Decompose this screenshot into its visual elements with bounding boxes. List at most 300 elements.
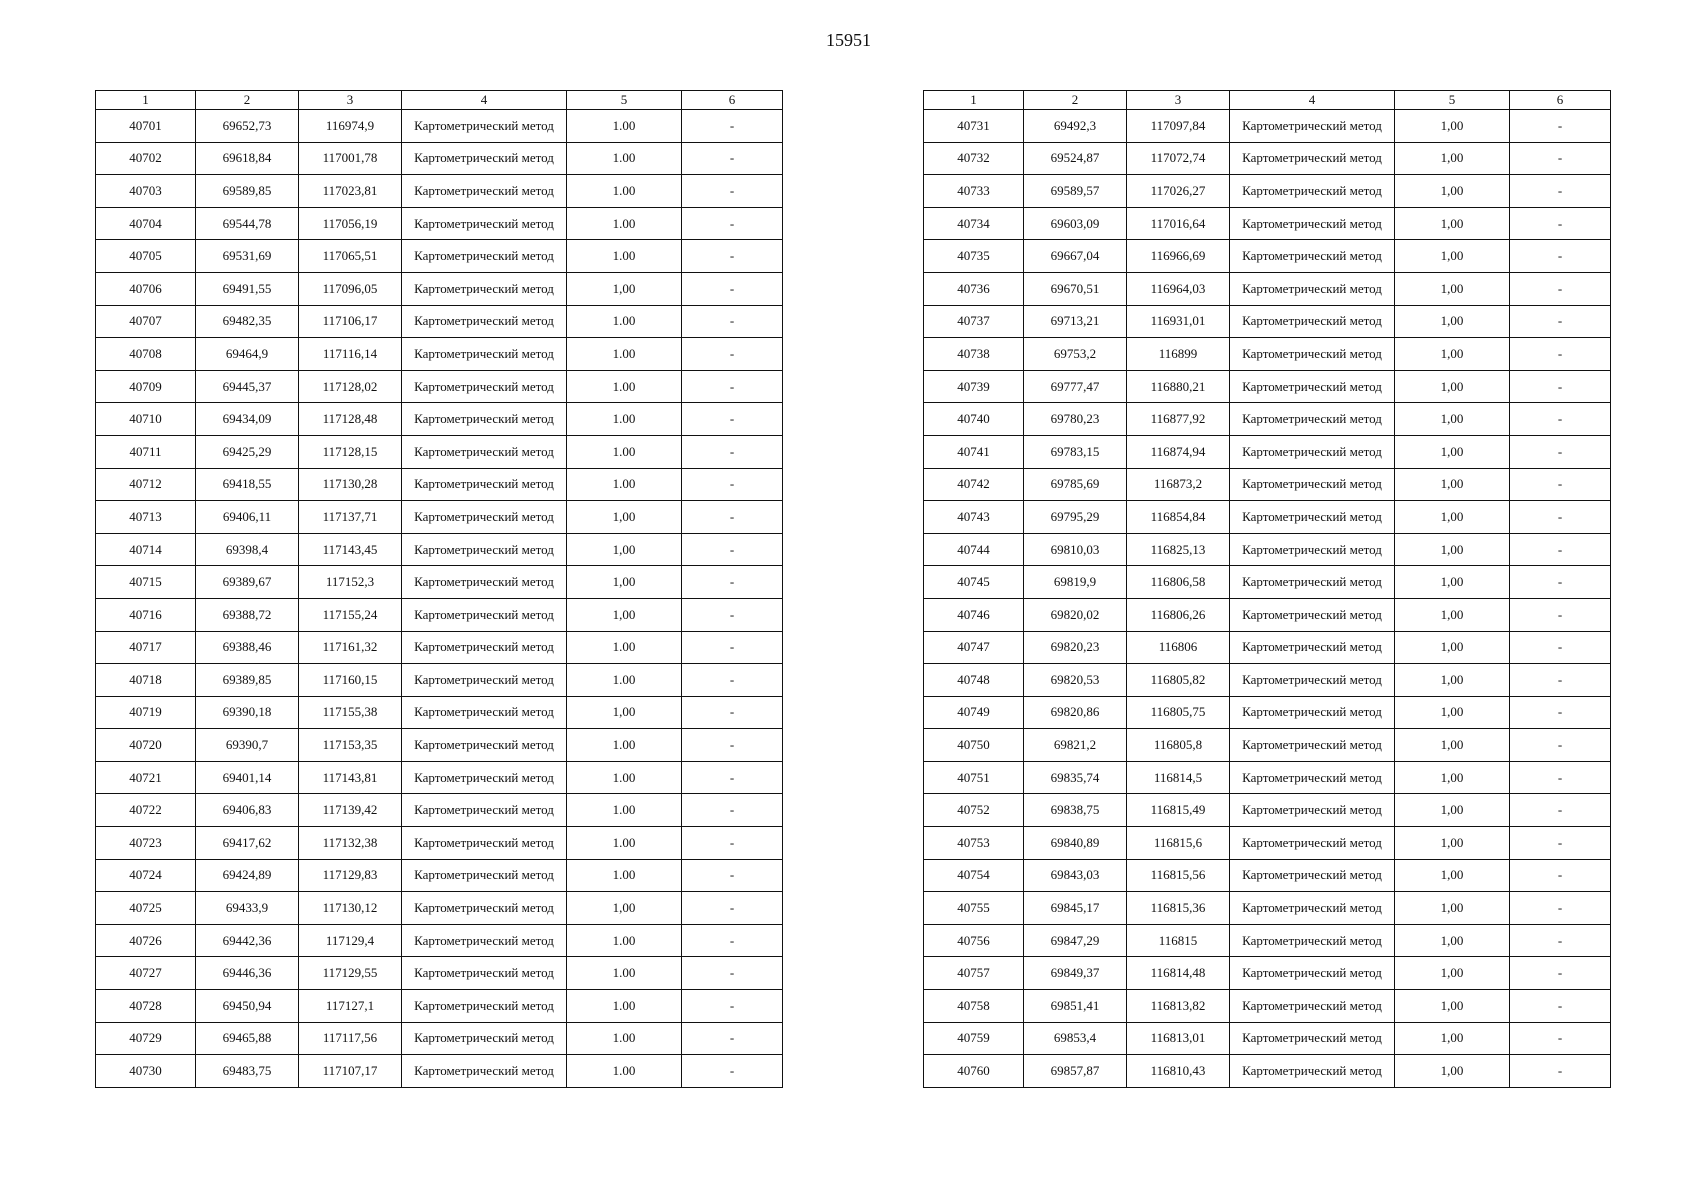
y-coordinate-cell: 117129,4 (299, 924, 402, 957)
accuracy-cell: 1,00 (1395, 370, 1510, 403)
y-coordinate-cell: 116854,84 (1127, 501, 1230, 534)
point-number-cell: 40743 (924, 501, 1024, 534)
table-row (924, 110, 1611, 143)
method-cell: Картометрический метод (1230, 207, 1395, 240)
accuracy-cell: 1,00 (567, 533, 682, 566)
accuracy-cell: 1.00 (567, 110, 682, 143)
description-cell: - (1510, 892, 1611, 925)
method-cell: Картометрический метод (402, 631, 567, 664)
x-coordinate-cell: 69589,85 (196, 175, 299, 208)
accuracy-cell: 1.00 (567, 370, 682, 403)
column-header: 2 (1024, 91, 1127, 110)
accuracy-cell: 1,00 (1395, 957, 1510, 990)
table-row (96, 859, 783, 892)
description-cell: - (682, 468, 783, 501)
method-cell: Картометрический метод (402, 533, 567, 566)
description-cell: - (1510, 664, 1611, 697)
accuracy-cell: 1.00 (567, 761, 682, 794)
point-number-cell: 40755 (924, 892, 1024, 925)
table-row (924, 533, 1611, 566)
accuracy-cell: 1.00 (567, 827, 682, 860)
point-number-cell: 40735 (924, 240, 1024, 273)
accuracy-cell: 1.00 (567, 990, 682, 1023)
method-cell: Картометрический метод (1230, 142, 1395, 175)
accuracy-cell: 1,00 (1395, 305, 1510, 338)
accuracy-cell: 1,00 (1395, 338, 1510, 371)
description-cell: - (682, 403, 783, 436)
method-cell: Картометрический метод (402, 110, 567, 143)
y-coordinate-cell: 116813,01 (1127, 1022, 1230, 1055)
y-coordinate-cell: 116805,75 (1127, 696, 1230, 729)
y-coordinate-cell: 116964,03 (1127, 272, 1230, 305)
point-number-cell: 40713 (96, 501, 196, 534)
y-coordinate-cell: 117129,55 (299, 957, 402, 990)
x-coordinate-cell: 69524,87 (1024, 142, 1127, 175)
x-coordinate-cell: 69492,3 (1024, 110, 1127, 143)
y-coordinate-cell: 117026,27 (1127, 175, 1230, 208)
accuracy-cell: 1,00 (567, 892, 682, 925)
y-coordinate-cell: 116813,82 (1127, 990, 1230, 1023)
table-row (924, 305, 1611, 338)
y-coordinate-cell: 117116,14 (299, 338, 402, 371)
x-coordinate-cell: 69713,21 (1024, 305, 1127, 338)
table-row (924, 1022, 1611, 1055)
description-cell: - (682, 957, 783, 990)
accuracy-cell: 1,00 (1395, 175, 1510, 208)
x-coordinate-cell: 69589,57 (1024, 175, 1127, 208)
description-cell: - (1510, 338, 1611, 371)
method-cell: Картометрический метод (402, 990, 567, 1023)
table-row (96, 142, 783, 175)
x-coordinate-cell: 69838,75 (1024, 794, 1127, 827)
accuracy-cell: 1,00 (567, 598, 682, 631)
method-cell: Картометрический метод (1230, 272, 1395, 305)
y-coordinate-cell: 116805,8 (1127, 729, 1230, 762)
method-cell: Картометрический метод (402, 696, 567, 729)
method-cell: Картометрический метод (402, 664, 567, 697)
table-row (96, 240, 783, 273)
point-number-cell: 40754 (924, 859, 1024, 892)
y-coordinate-cell: 117096,05 (299, 272, 402, 305)
method-cell: Картометрический метод (1230, 924, 1395, 957)
x-coordinate-cell: 69652,73 (196, 110, 299, 143)
column-header: 5 (1395, 91, 1510, 110)
description-cell: - (1510, 827, 1611, 860)
description-cell: - (682, 501, 783, 534)
y-coordinate-cell: 117072,74 (1127, 142, 1230, 175)
y-coordinate-cell: 117128,15 (299, 435, 402, 468)
y-coordinate-cell: 116814,48 (1127, 957, 1230, 990)
point-number-cell: 40758 (924, 990, 1024, 1023)
table-row (96, 794, 783, 827)
description-cell: - (1510, 990, 1611, 1023)
y-coordinate-cell: 117065,51 (299, 240, 402, 273)
y-coordinate-cell: 117160,15 (299, 664, 402, 697)
table-row (96, 533, 783, 566)
method-cell: Картометрический метод (402, 598, 567, 631)
coordinates-table-right (923, 90, 1611, 1088)
x-coordinate-cell: 69780,23 (1024, 403, 1127, 436)
column-header: 6 (1510, 91, 1611, 110)
description-cell: - (682, 272, 783, 305)
point-number-cell: 40727 (96, 957, 196, 990)
table-header-row (924, 91, 1611, 110)
accuracy-cell: 1,00 (1395, 696, 1510, 729)
x-coordinate-cell: 69821,2 (1024, 729, 1127, 762)
point-number-cell: 40703 (96, 175, 196, 208)
description-cell: - (682, 142, 783, 175)
point-number-cell: 40731 (924, 110, 1024, 143)
method-cell: Картометрический метод (402, 207, 567, 240)
y-coordinate-cell: 116815,56 (1127, 859, 1230, 892)
y-coordinate-cell: 116825,13 (1127, 533, 1230, 566)
x-coordinate-cell: 69820,86 (1024, 696, 1127, 729)
table-row (924, 403, 1611, 436)
description-cell: - (682, 110, 783, 143)
description-cell: - (682, 435, 783, 468)
point-number-cell: 40716 (96, 598, 196, 631)
table-row (924, 240, 1611, 273)
table-row (924, 729, 1611, 762)
x-coordinate-cell: 69450,94 (196, 990, 299, 1023)
method-cell: Картометрический метод (1230, 729, 1395, 762)
x-coordinate-cell: 69465,88 (196, 1022, 299, 1055)
accuracy-cell: 1.00 (567, 468, 682, 501)
accuracy-cell: 1,00 (567, 566, 682, 599)
description-cell: - (1510, 533, 1611, 566)
method-cell: Картометрический метод (402, 435, 567, 468)
table-row (96, 370, 783, 403)
x-coordinate-cell: 69820,02 (1024, 598, 1127, 631)
point-number-cell: 40719 (96, 696, 196, 729)
point-number-cell: 40711 (96, 435, 196, 468)
y-coordinate-cell: 116880,21 (1127, 370, 1230, 403)
y-coordinate-cell: 117106,17 (299, 305, 402, 338)
method-cell: Картометрический метод (402, 501, 567, 534)
y-coordinate-cell: 116877,92 (1127, 403, 1230, 436)
accuracy-cell: 1,00 (1395, 598, 1510, 631)
accuracy-cell: 1.00 (567, 794, 682, 827)
table-row (96, 338, 783, 371)
point-number-cell: 40730 (96, 1055, 196, 1088)
y-coordinate-cell: 116805,82 (1127, 664, 1230, 697)
page-number: 15951 (826, 30, 871, 50)
accuracy-cell: 1.00 (567, 305, 682, 338)
point-number-cell: 40742 (924, 468, 1024, 501)
point-number-cell: 40706 (96, 272, 196, 305)
description-cell: - (1510, 403, 1611, 436)
description-cell: - (1510, 631, 1611, 664)
accuracy-cell: 1,00 (567, 696, 682, 729)
point-number-cell: 40741 (924, 435, 1024, 468)
table-row (96, 729, 783, 762)
table-row (96, 110, 783, 143)
point-number-cell: 40750 (924, 729, 1024, 762)
x-coordinate-cell: 69406,83 (196, 794, 299, 827)
method-cell: Картометрический метод (402, 794, 567, 827)
table-row (924, 338, 1611, 371)
y-coordinate-cell: 117139,42 (299, 794, 402, 827)
y-coordinate-cell: 116966,69 (1127, 240, 1230, 273)
method-cell: Картометрический метод (402, 468, 567, 501)
x-coordinate-cell: 69753,2 (1024, 338, 1127, 371)
accuracy-cell: 1,00 (1395, 794, 1510, 827)
accuracy-cell: 1.00 (567, 664, 682, 697)
y-coordinate-cell: 117056,19 (299, 207, 402, 240)
accuracy-cell: 1,00 (1395, 761, 1510, 794)
point-number-cell: 40749 (924, 696, 1024, 729)
method-cell: Картометрический метод (1230, 1022, 1395, 1055)
table-row (924, 892, 1611, 925)
x-coordinate-cell: 69389,67 (196, 566, 299, 599)
accuracy-cell: 1.00 (567, 175, 682, 208)
point-number-cell: 40704 (96, 207, 196, 240)
y-coordinate-cell: 116974,9 (299, 110, 402, 143)
method-cell: Картометрический метод (1230, 598, 1395, 631)
y-coordinate-cell: 117137,71 (299, 501, 402, 534)
method-cell: Картометрический метод (1230, 533, 1395, 566)
y-coordinate-cell: 117128,48 (299, 403, 402, 436)
y-coordinate-cell: 117132,38 (299, 827, 402, 860)
method-cell: Картометрический метод (1230, 240, 1395, 273)
point-number-cell: 40702 (96, 142, 196, 175)
x-coordinate-cell: 69603,09 (1024, 207, 1127, 240)
x-coordinate-cell: 69446,36 (196, 957, 299, 990)
x-coordinate-cell: 69445,37 (196, 370, 299, 403)
accuracy-cell: 1,00 (1395, 631, 1510, 664)
accuracy-cell: 1,00 (1395, 272, 1510, 305)
y-coordinate-cell: 116931,01 (1127, 305, 1230, 338)
method-cell: Картометрический метод (1230, 957, 1395, 990)
table-row (96, 501, 783, 534)
point-number-cell: 40723 (96, 827, 196, 860)
description-cell: - (1510, 957, 1611, 990)
x-coordinate-cell: 69783,15 (1024, 435, 1127, 468)
point-number-cell: 40745 (924, 566, 1024, 599)
accuracy-cell: 1,00 (1395, 892, 1510, 925)
x-coordinate-cell: 69849,37 (1024, 957, 1127, 990)
method-cell: Картометрический метод (402, 827, 567, 860)
y-coordinate-cell: 117128,02 (299, 370, 402, 403)
point-number-cell: 40752 (924, 794, 1024, 827)
method-cell: Картометрический метод (402, 403, 567, 436)
accuracy-cell: 1.00 (567, 207, 682, 240)
x-coordinate-cell: 69835,74 (1024, 761, 1127, 794)
table-row (96, 631, 783, 664)
x-coordinate-cell: 69845,17 (1024, 892, 1127, 925)
y-coordinate-cell: 116806,26 (1127, 598, 1230, 631)
x-coordinate-cell: 69819,9 (1024, 566, 1127, 599)
column-header: 1 (924, 91, 1024, 110)
point-number-cell: 40701 (96, 110, 196, 143)
y-coordinate-cell: 117155,24 (299, 598, 402, 631)
method-cell: Картометрический метод (1230, 1055, 1395, 1088)
description-cell: - (682, 729, 783, 762)
table-row (96, 1055, 783, 1088)
accuracy-cell: 1,00 (1395, 207, 1510, 240)
description-cell: - (1510, 598, 1611, 631)
table-row (96, 305, 783, 338)
accuracy-cell: 1,00 (1395, 403, 1510, 436)
table-header-row (96, 91, 783, 110)
accuracy-cell: 1,00 (1395, 1022, 1510, 1055)
x-coordinate-cell: 69820,53 (1024, 664, 1127, 697)
table-row (924, 990, 1611, 1023)
method-cell: Картометрический метод (402, 305, 567, 338)
description-cell: - (682, 794, 783, 827)
description-cell: - (1510, 142, 1611, 175)
point-number-cell: 40712 (96, 468, 196, 501)
description-cell: - (1510, 1022, 1611, 1055)
table-row (924, 859, 1611, 892)
column-header: 4 (1230, 91, 1395, 110)
accuracy-cell: 1,00 (1395, 501, 1510, 534)
accuracy-cell: 1,00 (1395, 827, 1510, 860)
table-row (924, 272, 1611, 305)
accuracy-cell: 1,00 (1395, 468, 1510, 501)
accuracy-cell: 1,00 (1395, 240, 1510, 273)
description-cell: - (1510, 794, 1611, 827)
description-cell: - (1510, 501, 1611, 534)
table-row (96, 175, 783, 208)
x-coordinate-cell: 69857,87 (1024, 1055, 1127, 1088)
method-cell: Картометрический метод (1230, 794, 1395, 827)
x-coordinate-cell: 69442,36 (196, 924, 299, 957)
x-coordinate-cell: 69398,4 (196, 533, 299, 566)
method-cell: Картометрический метод (1230, 370, 1395, 403)
method-cell: Картометрический метод (1230, 403, 1395, 436)
method-cell: Картометрический метод (402, 175, 567, 208)
method-cell: Картометрический метод (402, 924, 567, 957)
table-row (924, 631, 1611, 664)
description-cell: - (1510, 207, 1611, 240)
point-number-cell: 40715 (96, 566, 196, 599)
method-cell: Картометрический метод (1230, 468, 1395, 501)
description-cell: - (1510, 761, 1611, 794)
accuracy-cell: 1,00 (567, 501, 682, 534)
accuracy-cell: 1.00 (567, 142, 682, 175)
description-cell: - (1510, 240, 1611, 273)
method-cell: Картометрический метод (1230, 175, 1395, 208)
table-row (96, 272, 783, 305)
x-coordinate-cell: 69667,04 (1024, 240, 1127, 273)
accuracy-cell: 1.00 (567, 240, 682, 273)
point-number-cell: 40748 (924, 664, 1024, 697)
x-coordinate-cell: 69425,29 (196, 435, 299, 468)
y-coordinate-cell: 117023,81 (299, 175, 402, 208)
point-number-cell: 40751 (924, 761, 1024, 794)
x-coordinate-cell: 69434,09 (196, 403, 299, 436)
point-number-cell: 40725 (96, 892, 196, 925)
x-coordinate-cell: 69777,47 (1024, 370, 1127, 403)
description-cell: - (682, 207, 783, 240)
method-cell: Картометрический метод (402, 370, 567, 403)
y-coordinate-cell: 117130,12 (299, 892, 402, 925)
x-coordinate-cell: 69670,51 (1024, 272, 1127, 305)
table-row (96, 761, 783, 794)
point-number-cell: 40753 (924, 827, 1024, 860)
y-coordinate-cell: 117107,17 (299, 1055, 402, 1088)
description-cell: - (1510, 468, 1611, 501)
table-row (924, 598, 1611, 631)
y-coordinate-cell: 117161,32 (299, 631, 402, 664)
accuracy-cell: 1.00 (567, 631, 682, 664)
table-row (96, 403, 783, 436)
table-row (924, 566, 1611, 599)
table-row (924, 435, 1611, 468)
accuracy-cell: 1,00 (1395, 729, 1510, 762)
table-row (924, 696, 1611, 729)
column-header: 6 (682, 91, 783, 110)
accuracy-cell: 1,00 (1395, 990, 1510, 1023)
method-cell: Картометрический метод (1230, 761, 1395, 794)
method-cell: Картометрический метод (1230, 859, 1395, 892)
description-cell: - (682, 827, 783, 860)
description-cell: - (682, 990, 783, 1023)
description-cell: - (1510, 110, 1611, 143)
method-cell: Картометрический метод (402, 892, 567, 925)
point-number-cell: 40744 (924, 533, 1024, 566)
method-cell: Картометрический метод (1230, 664, 1395, 697)
x-coordinate-cell: 69531,69 (196, 240, 299, 273)
x-coordinate-cell: 69389,85 (196, 664, 299, 697)
point-number-cell: 40739 (924, 370, 1024, 403)
accuracy-cell: 1.00 (567, 859, 682, 892)
description-cell: - (1510, 696, 1611, 729)
x-coordinate-cell: 69388,72 (196, 598, 299, 631)
table-row (96, 664, 783, 697)
method-cell: Картометрический метод (1230, 501, 1395, 534)
accuracy-cell: 1,00 (1395, 664, 1510, 697)
x-coordinate-cell: 69464,9 (196, 338, 299, 371)
method-cell: Картометрический метод (402, 957, 567, 990)
method-cell: Картометрический метод (1230, 110, 1395, 143)
y-coordinate-cell: 116815 (1127, 924, 1230, 957)
method-cell: Картометрический метод (1230, 827, 1395, 860)
table-row (96, 1022, 783, 1055)
method-cell: Картометрический метод (402, 142, 567, 175)
method-cell: Картометрический метод (402, 1055, 567, 1088)
y-coordinate-cell: 117153,35 (299, 729, 402, 762)
point-number-cell: 40705 (96, 240, 196, 273)
accuracy-cell: 1,00 (1395, 859, 1510, 892)
description-cell: - (682, 696, 783, 729)
method-cell: Картометрический метод (402, 729, 567, 762)
y-coordinate-cell: 116899 (1127, 338, 1230, 371)
x-coordinate-cell: 69424,89 (196, 859, 299, 892)
column-header: 3 (299, 91, 402, 110)
accuracy-cell: 1.00 (567, 338, 682, 371)
y-coordinate-cell: 116814,5 (1127, 761, 1230, 794)
point-number-cell: 40759 (924, 1022, 1024, 1055)
table-row (924, 1055, 1611, 1088)
table-row (924, 468, 1611, 501)
description-cell: - (682, 533, 783, 566)
point-number-cell: 40708 (96, 338, 196, 371)
accuracy-cell: 1,00 (1395, 566, 1510, 599)
point-number-cell: 40729 (96, 1022, 196, 1055)
point-number-cell: 40756 (924, 924, 1024, 957)
accuracy-cell: 1.00 (567, 957, 682, 990)
description-cell: - (682, 1055, 783, 1088)
table-row (96, 468, 783, 501)
description-cell: - (682, 305, 783, 338)
point-number-cell: 40740 (924, 403, 1024, 436)
y-coordinate-cell: 117155,38 (299, 696, 402, 729)
x-coordinate-cell: 69482,35 (196, 305, 299, 338)
point-number-cell: 40728 (96, 990, 196, 1023)
y-coordinate-cell: 117143,45 (299, 533, 402, 566)
